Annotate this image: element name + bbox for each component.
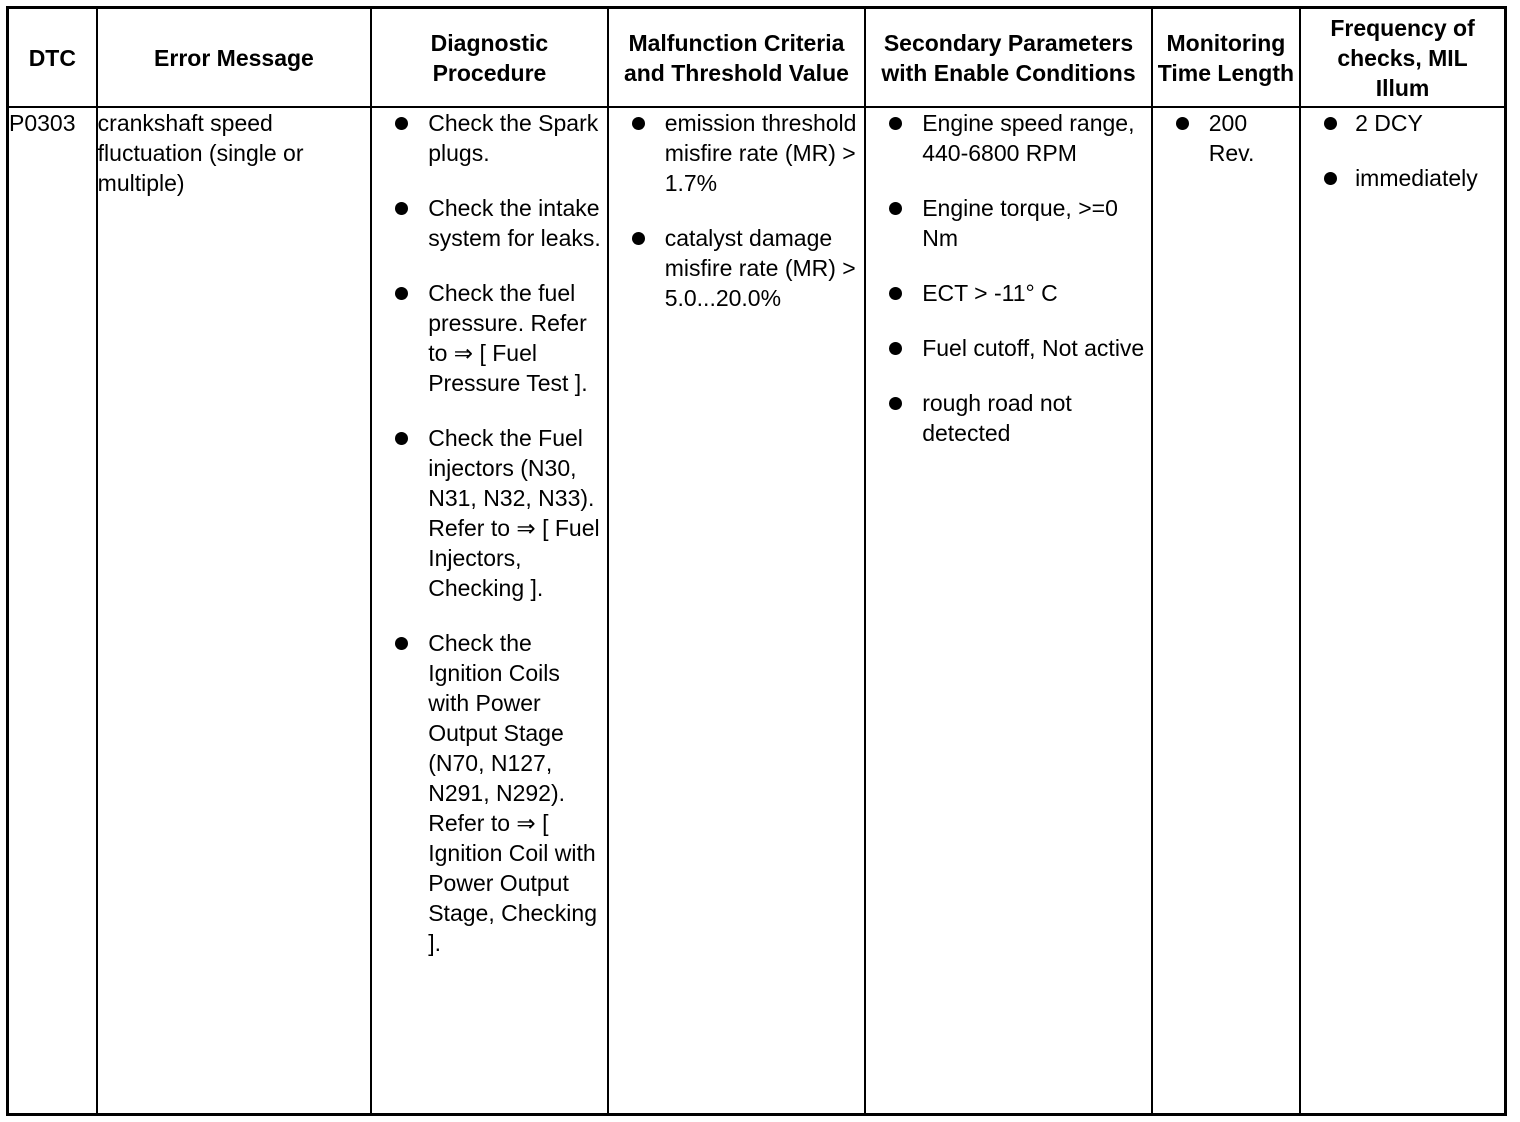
malfunction-criteria-cell (608, 107, 866, 1115)
bullet-icon (395, 202, 408, 215)
dtc-table (6, 6, 1507, 1116)
list-item (372, 193, 606, 253)
monitoring-time-cell (1152, 107, 1300, 1115)
list-item (1301, 163, 1504, 193)
secondary-parameters-list (866, 108, 1151, 448)
list-item (372, 423, 606, 603)
bullet-icon (1176, 117, 1189, 130)
bullet-icon (632, 232, 645, 245)
list-item-text: Check the Fuel injectors (N30, N31, N32, N33). Refer to ⇒ [ Fuel Injectors, Checking ]. (428, 425, 600, 601)
bullet-icon (889, 287, 902, 300)
list-item-text: catalyst damage misfire rate (MR) > 5.0...20.0% (664, 225, 856, 311)
list-item-text: Fuel cutoff, Not active (922, 335, 1145, 361)
list-item (866, 108, 1151, 168)
header-frequency: Frequency of checks, MIL Illum (1300, 8, 1505, 108)
list-item (866, 388, 1151, 448)
header-monitoring-time: Monitoring Time Length (1152, 8, 1300, 108)
secondary-parameters-cell (865, 107, 1152, 1115)
error-message: crankshaft speed fluctuation (single or multiple) (97, 107, 372, 1115)
list-item (1301, 108, 1504, 138)
list-item (1153, 108, 1299, 168)
list-item-text: emission threshold misfire rate (MR) > 1.7% (664, 110, 857, 196)
list-item-text: immediately (1355, 165, 1478, 191)
list-item-text: Check the intake system for leaks. (428, 195, 601, 251)
diagnostic-procedure-cell (371, 107, 607, 1115)
bullet-icon (395, 637, 408, 650)
bullet-icon (889, 117, 902, 130)
header-error-message: Error Message (97, 8, 372, 108)
dtc-code: P0303 (8, 107, 97, 1115)
bullet-icon (889, 342, 902, 355)
list-item (609, 223, 865, 313)
list-item (866, 278, 1151, 308)
list-item-text: Check the fuel pressure. Refer to ⇒ [ Fuel Pressure Test ]. (428, 280, 588, 396)
list-item-text: 2 DCY (1355, 110, 1423, 136)
list-item-text: Engine torque, >=0 Nm (922, 195, 1118, 251)
list-item (866, 333, 1151, 363)
bullet-icon (1324, 172, 1337, 185)
list-item-text: ECT > -11° C (922, 280, 1058, 306)
bullet-icon (1324, 117, 1337, 130)
list-item (372, 108, 606, 168)
list-item (372, 278, 606, 398)
list-item-text: 200 Rev. (1208, 110, 1255, 166)
bullet-icon (889, 397, 902, 410)
header-secondary-parameters: Secondary Parameters with Enable Conditions (865, 8, 1152, 108)
bullet-icon (632, 117, 645, 130)
table-row (8, 107, 1506, 1115)
list-item-text: Check the Spark plugs. (428, 110, 599, 166)
bullet-icon (889, 202, 902, 215)
frequency-list (1301, 108, 1504, 193)
bullet-icon (395, 287, 408, 300)
list-item (372, 628, 606, 958)
list-item-text: Engine speed range, 440-6800 RPM (922, 110, 1135, 166)
list-item-text: rough road not detected (922, 390, 1072, 446)
malfunction-criteria-list (609, 108, 865, 313)
header-malfunction-criteria: Malfunction Criteria and Threshold Value (608, 8, 866, 108)
header-dtc: DTC (8, 8, 97, 108)
frequency-cell (1300, 107, 1505, 1115)
diagnostic-procedure-list (372, 108, 606, 958)
monitoring-time-list (1153, 108, 1299, 168)
bullet-icon (395, 432, 408, 445)
header-row (8, 8, 1506, 108)
list-item (866, 193, 1151, 253)
bullet-icon (395, 117, 408, 130)
header-diagnostic-procedure: Diagnostic Procedure (371, 8, 607, 108)
list-item-text: Check the Ignition Coils with Power Output Stage (N70, N127, N291, N292). Refer to ⇒ [ Ignition Coil with Power Output Stage, Checking ]. (428, 630, 597, 956)
list-item (609, 108, 865, 198)
